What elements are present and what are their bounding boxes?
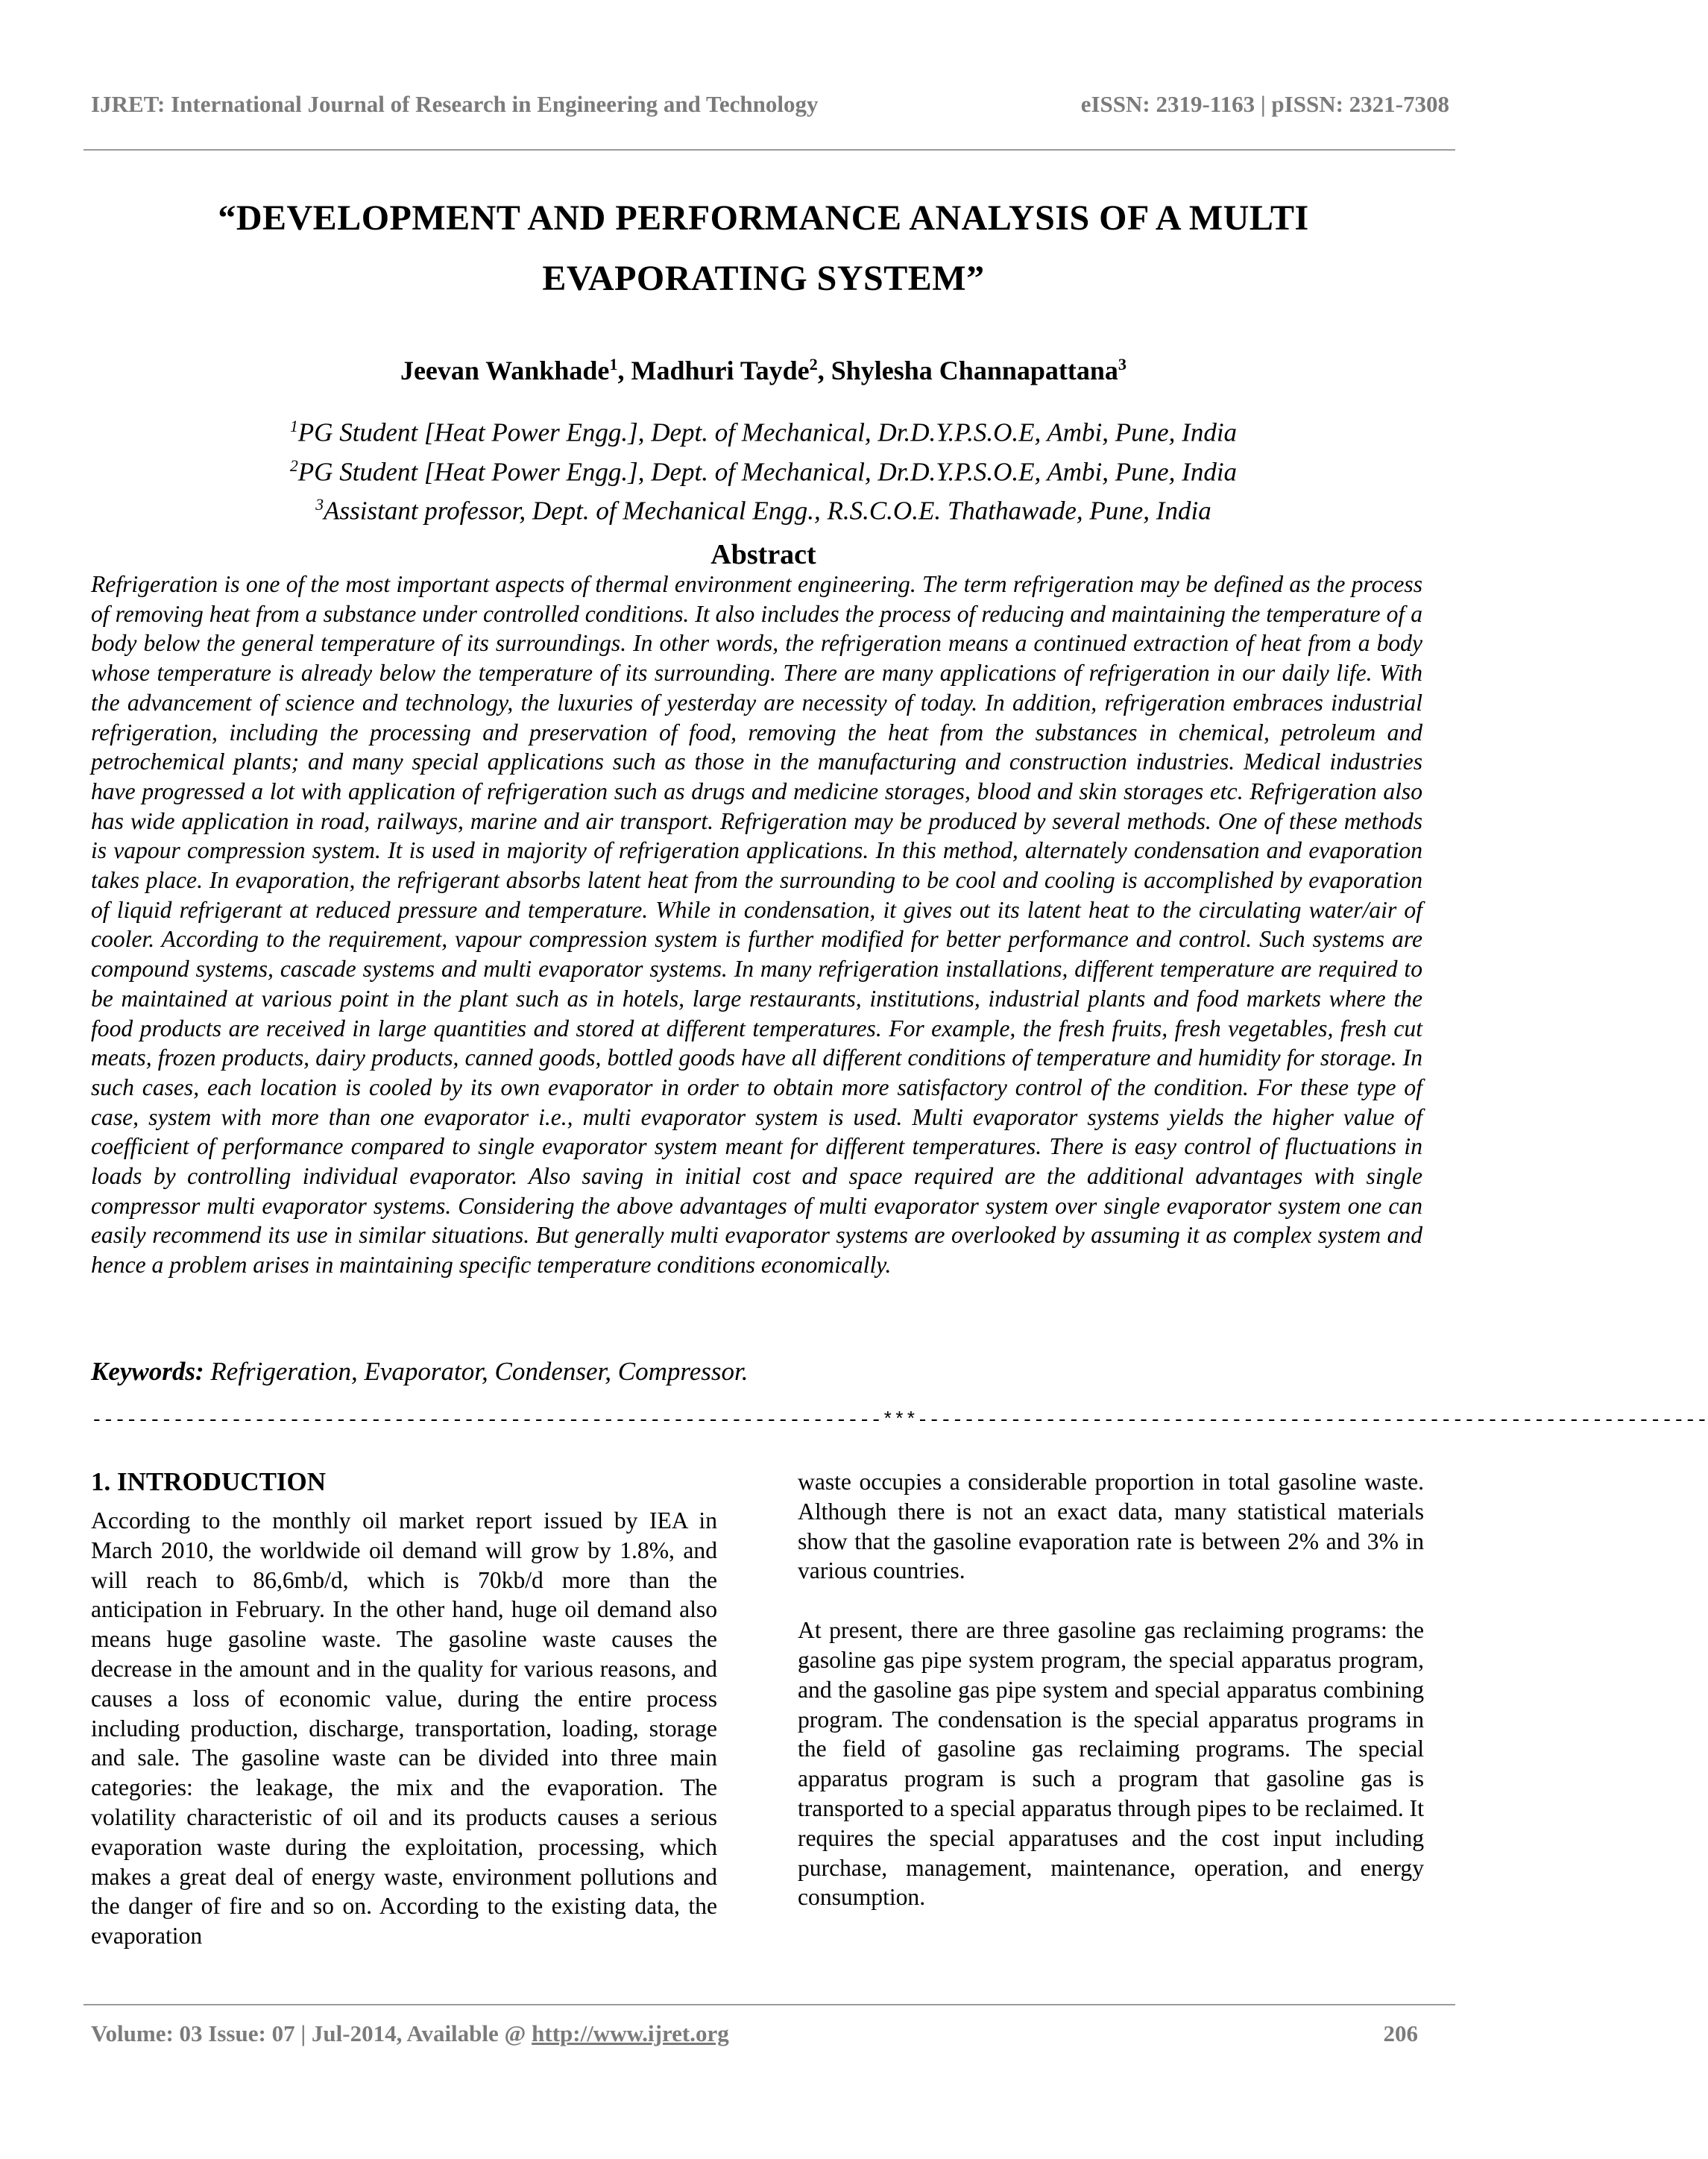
abstract-body: Refrigeration is one of the most important aspects of thermal environment engineering. The term refrigeration may be defined as the process of removing heat from a substance under controlled conditions. It also includes the process of reducing and maintaining the temperature of a body below the general temperature of its surroundings. In other words, the refrigeration means a continued extraction of heat from a body whose temperature is already below the temperature of its surrounding. There are many applications of refrigeration in our daily life. With the advancement of science and technology, the luxuries of yesterday are necessity of today. In addition, refrigeration embraces industrial refrigeration, including the processing and preservation of food, removing the heat from the substances in chemical, petroleum and petrochemical plants; and many special applications such as those in the manufacturing and construction industries. Medical industries have progressed a lot with application of refrigeration such as drugs and medicine storages, blood and skin storages etc. Refrigeration also has wide application in road, railways, marine and air transport. Refrigeration may be produced by several methods. One of these methods is vapour compression system. It is used in majority of refrigeration applications. In this method, alternately condensation and evaporation takes place. In evaporation, the refrigerant absorbs latent heat from the surrounding to be cool and cooling is accomplished by evaporation of liquid refrigerant at reduced pressure and temperature. While in condensation, it gives out its latent heat to the circulating water/air of cooler. According to the requirement, vapour compression system is further modified for better performance and control. Such systems are compound systems, cascade systems and multi evaporator systems. In many refrigeration installations, different temperature are required to be maintained at various point in the plant such as in hotels, large restaurants, institutions, industrial plants and food markets where the food products are received in large quantities and stored at different temperatures. For example, the fresh fruits, fresh vegetables, fresh cut meats, frozen products, dairy products, canned goods, bottled goods have all different conditions of temperature and humidity for storage. In such cases, each location is cooled by its own evaporator in order to obtain more satisfactory control of the condition. For these type of case, system with more than one evaporator i.e., multi evaporator system is used. Multi evaporator systems yields the higher value of coefficient of performance compared to single evaporator system meant for different temperatures. There is easy control of fluctuations in loads by controlling individual evaporator. Also saving in initial cost and space required are the additional advantages with single compressor multi evaporator systems. Considering the above advantages of multi evaporator system over single evaporator system one can easily recommend its use in similar situations. But generally multi evaporator systems are overlooked by assuming it as complex system and hence a problem arises in maintaining specific temperature conditions economically. [91, 571, 1422, 1279]
header-divider [83, 149, 1455, 151]
author-list [75, 355, 1452, 386]
section-heading: 1. INTRODUCTION [91, 1467, 327, 1496]
author-mark: 2 [809, 355, 818, 374]
author-separator: , [817, 356, 831, 385]
title-line-1: “DEVELOPMENT AND PERFORMANCE ANALYSIS OF A MULTI [218, 198, 1309, 238]
body-paragraph: According to the monthly oil market report issued by IEA in March 2010, the worldwide oil demand will grow by 1.8%, and will reach to 86,6mb/d, which is 70kb/d more than the anticipation in February. In the other hand, huge oil demand also means huge gasoline waste. The gasoline waste causes the decrease in the amount and in the quality for various reasons, and causes a loss of economic value, during the entire process including production, discharge, transportation, loading, storage and sale. The gasoline waste can be divided into three main categories: the leakage, the mix and the evaporation. The volatility characteristic of oil and its products causes a serious evaporation waste during the exploitation, processing, which makes a great deal of energy waste, environment pollutions and the danger of fire and so on. According to the existing data, the evaporation [91, 1507, 717, 1950]
affiliation [75, 410, 1452, 450]
paper-title [75, 188, 1452, 309]
affiliation [75, 450, 1452, 489]
affiliation-text: PG Student [Heat Power Engg.], Dept. of Mechanical, Dr.D.Y.P.S.O.E, Ambi, Pune, India [297, 457, 1238, 487]
author-mark: 3 [1118, 355, 1127, 374]
author-separator: , [617, 356, 631, 385]
right-column [798, 1467, 1424, 1912]
journal-link[interactable]: http://www.ijret.org [532, 2020, 729, 2046]
footer-divider [83, 2004, 1455, 2005]
running-header [91, 91, 1449, 118]
section-separator: --------------------------------------------------------------------***-------------------------------------------------------------------- [91, 1409, 1708, 1431]
abstract-heading: Abstract [710, 539, 816, 570]
affiliation-mark: 1 [289, 417, 298, 435]
issn-info: eISSN: 2319-1163 | pISSN: 2321-7308 [1080, 91, 1449, 117]
body-paragraph: waste occupies a considerable proportion in total gasoline waste. Although there is not an exact data, many statistical materials show that the gasoline evaporation rate is between 2% and 3% in various countries. [798, 1469, 1424, 1584]
journal-name: IJRET: International Journal of Research in Engineering and Technology [91, 91, 819, 117]
affiliation-mark: 2 [289, 456, 298, 475]
author-name: Madhuri Tayde [631, 356, 810, 385]
volume-info [91, 2020, 729, 2047]
keywords [91, 1357, 1422, 1387]
keywords-list: Refrigeration, Evaporator, Condenser, Compressor. [210, 1357, 749, 1386]
affiliation-list [75, 410, 1452, 528]
affiliation-text: Assistant professor, Dept. of Mechanical Engg., R.S.C.O.E. Thathawade, Pune, India [324, 496, 1211, 526]
affiliation-mark: 3 [315, 496, 324, 514]
affiliation [75, 488, 1452, 528]
author-mark: 1 [609, 355, 618, 374]
affiliation-text: PG Student [Heat Power Engg.], Dept. of Mechanical, Dr.D.Y.P.S.O.E, Ambi, Pune, India [297, 417, 1238, 447]
running-footer [91, 2020, 1418, 2047]
page-number: 206 [1383, 2020, 1418, 2046]
keywords-label: Keywords: [91, 1357, 204, 1386]
left-column [91, 1467, 717, 1951]
author-name: Jeevan Wankhade [400, 356, 610, 385]
author-name: Shylesha Channapattana [831, 356, 1118, 385]
body-paragraph: At present, there are three gasoline gas reclaiming programs: the gasoline gas pipe system program, the special apparatus program, and the gasoline gas pipe system and special apparatus combining program. The condensation is the special apparatus programs in the field of gasoline gas reclaiming programs. The special apparatus program is such a program that gasoline gas is transported to a special apparatus through pipes to be reclaimed. It requires the special apparatuses and the cost input including purchase, management, maintenance, operation, and energy consumption. [798, 1617, 1424, 1911]
volume-text: Volume: 03 Issue: 07 | Jul-2014, Available @ [91, 2020, 532, 2046]
title-line-2: EVAPORATING SYSTEM” [542, 259, 985, 298]
